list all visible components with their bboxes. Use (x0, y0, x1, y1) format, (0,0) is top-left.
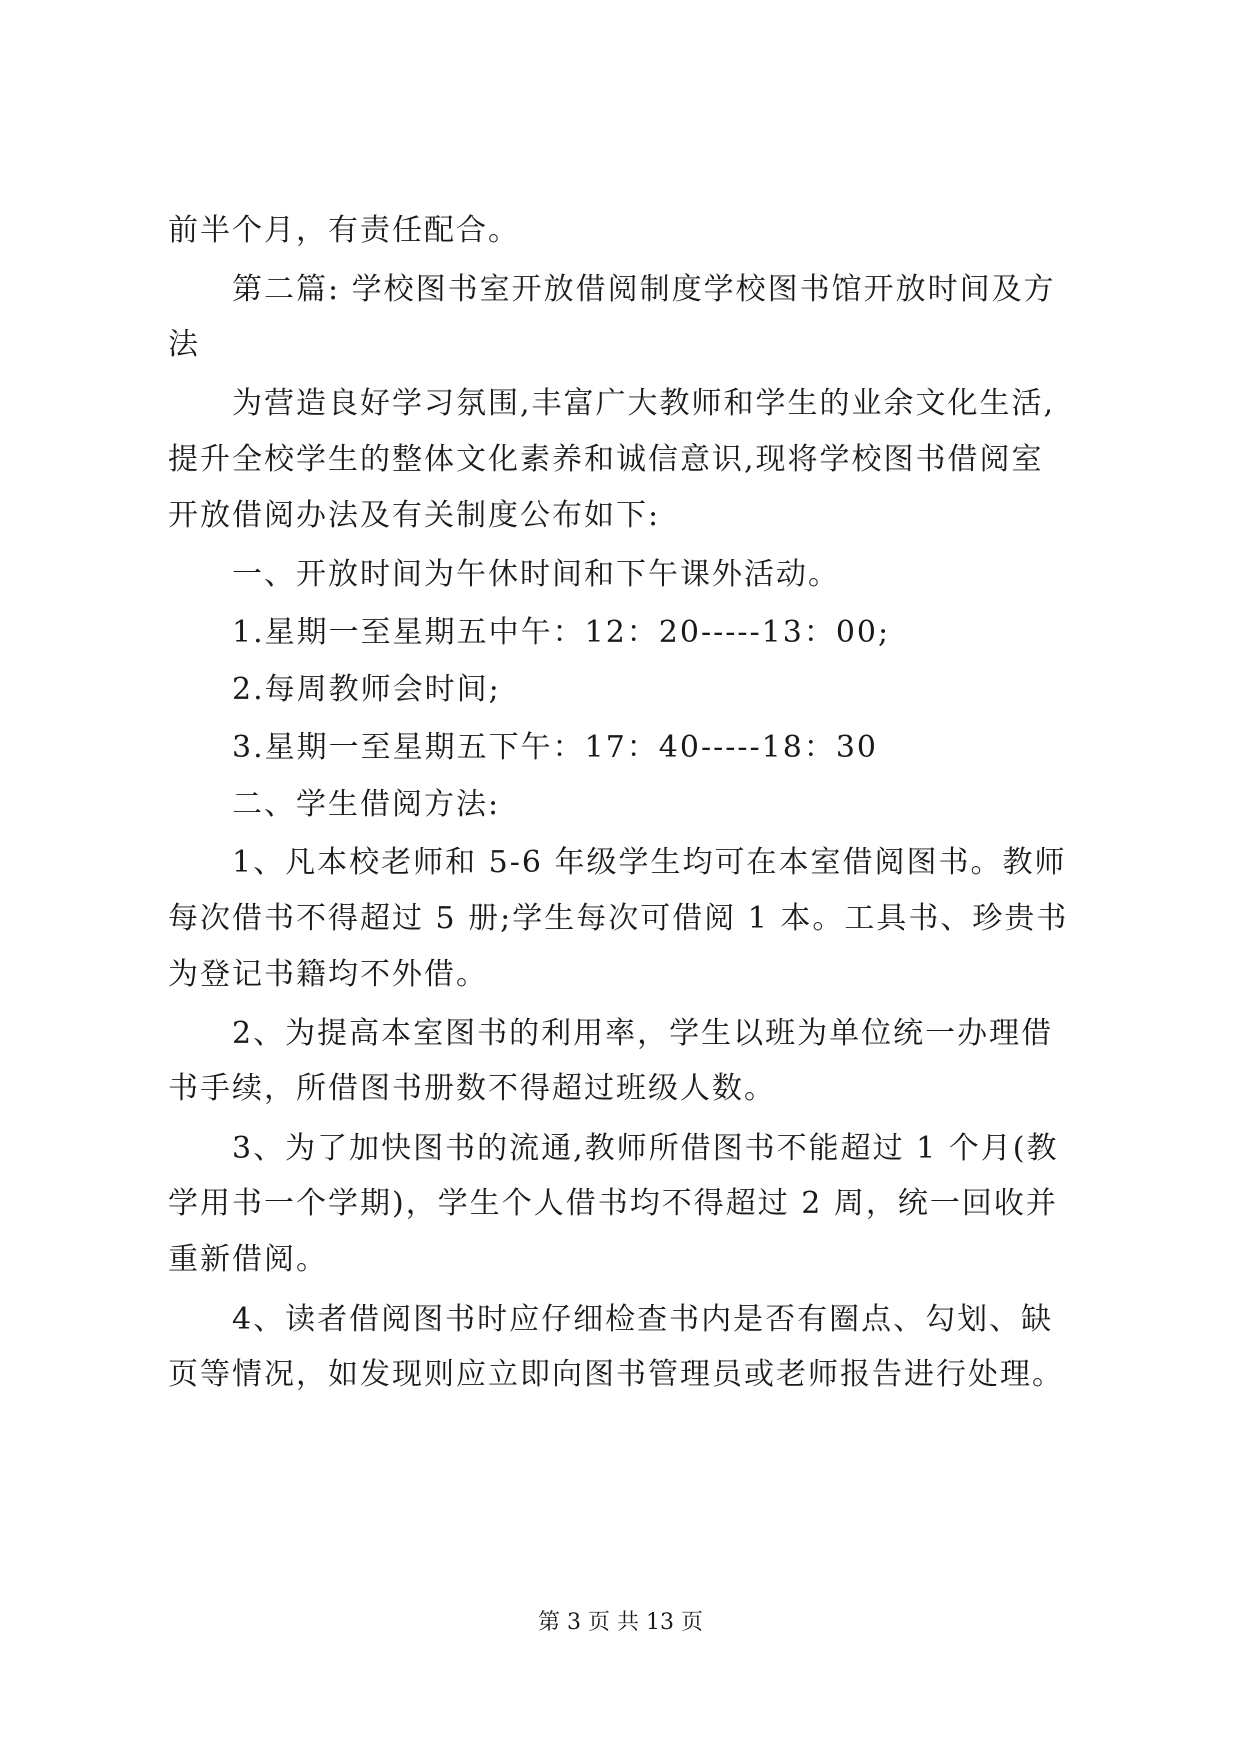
paragraph-line: 每次借书不得超过 5 册;学生每次可借阅 1 本。工具书、珍贵书 (168, 901, 1069, 936)
page-number-footer: 第 3 页 共 13 页 (538, 1610, 703, 1635)
list-item: 1.星期一至星期五中午：12：20-----13：00; (232, 615, 891, 650)
paragraph-line: 重新借阅。 (168, 1242, 328, 1277)
paragraph-line: 为营造良好学习氛围,丰富广大教师和学生的业余文化生活, (232, 386, 1056, 421)
paragraph-line: 1、凡本校老师和 5-6 年级学生均可在本室借阅图书。教师 (232, 845, 1067, 880)
paragraph-line: 3、为了加快图书的流通,教师所借图书不能超过 1 个月(教 (232, 1131, 1059, 1166)
paragraph-line: 为登记书籍均不外借。 (168, 957, 488, 992)
paragraph-line: 提升全校学生的整体文化素养和诚信意识,现将学校图书借阅室 (168, 442, 1044, 477)
list-heading: 一、开放时间为午休时间和下午课外活动。 (232, 557, 840, 592)
paragraph-line: 书手续，所借图书册数不得超过班级人数。 (168, 1071, 776, 1106)
section-heading-continuation: 法 (168, 327, 200, 362)
list-item: 2.每周教师会时间; (232, 672, 501, 707)
list-heading: 二、学生借阅方法: (232, 787, 501, 822)
paragraph-line: 前半个月，有责任配合。 (168, 213, 520, 248)
paragraph-line: 4、读者借阅图书时应仔细检查书内是否有圈点、勾划、缺 (232, 1302, 1054, 1337)
section-heading: 第二篇: 学校图书室开放借阅制度学校图书馆开放时间及方 (232, 272, 1056, 307)
paragraph-line: 开放借阅办法及有关制度公布如下: (168, 498, 661, 533)
list-item: 3.星期一至星期五下午：17：40-----18：30 (232, 730, 879, 765)
paragraph-line: 2、为提高本室图书的利用率，学生以班为单位统一办理借 (232, 1016, 1054, 1051)
paragraph-line: 学用书一个学期)，学生个人借书均不得超过 2 周，统一回收并 (168, 1186, 1058, 1221)
paragraph-line: 页等情况，如发现则应立即向图书管理员或老师报告进行处理。 (168, 1357, 1064, 1392)
